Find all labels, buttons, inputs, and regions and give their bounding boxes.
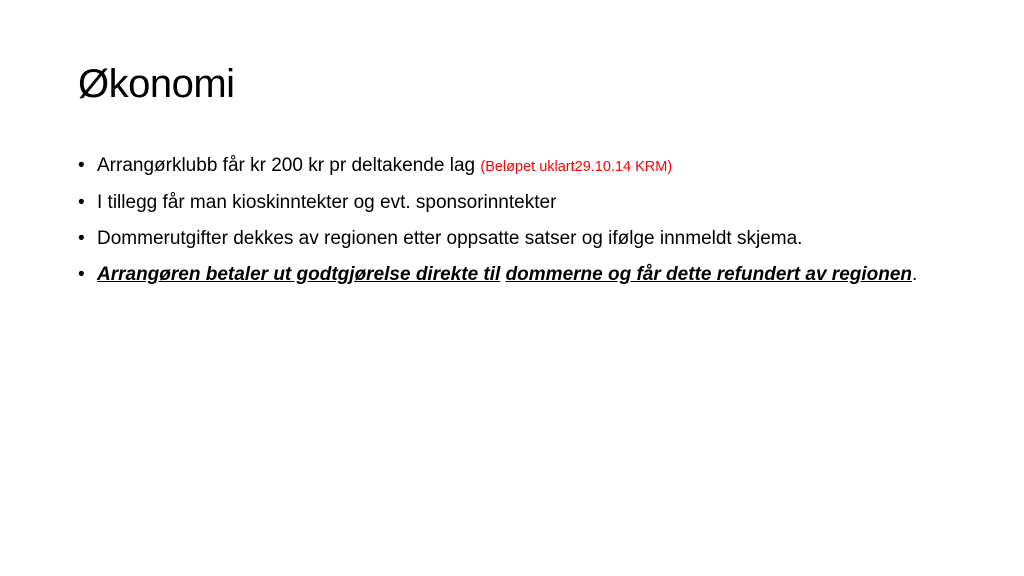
period-text: . — [912, 264, 918, 285]
bullet-icon: • — [78, 264, 85, 285]
bullet-text: Arrangørklubb får kr 200 kr pr deltakende lag — [97, 155, 481, 176]
note-text: (Beløpet uklart29.10.14 KRM) — [480, 159, 673, 175]
emphasis-text-1: Arrangøren betaler ut godtgjørelse direkte til — [97, 264, 501, 285]
bullet-icon: • — [78, 228, 85, 249]
bullet-item-club-fee — [78, 153, 938, 180]
bullet-item-referee-costs — [78, 226, 938, 252]
slide-title: Økonomi — [78, 62, 235, 106]
bullet-text: Dommerutgifter dekkes av regionen etter oppsatte satser og ifølge innmeldt skjema. — [97, 228, 803, 249]
bullet-item-refund — [78, 262, 938, 288]
emphasis-text-2: dommerne og får dette refundert av regionen — [505, 264, 913, 285]
bullet-icon: • — [78, 155, 85, 176]
bullet-icon: • — [78, 192, 85, 213]
bullet-list — [78, 153, 938, 298]
bullet-item-kiosk-income — [78, 190, 938, 216]
bullet-text: I tillegg får man kioskinntekter og evt. sponsorinntekter — [97, 192, 557, 213]
